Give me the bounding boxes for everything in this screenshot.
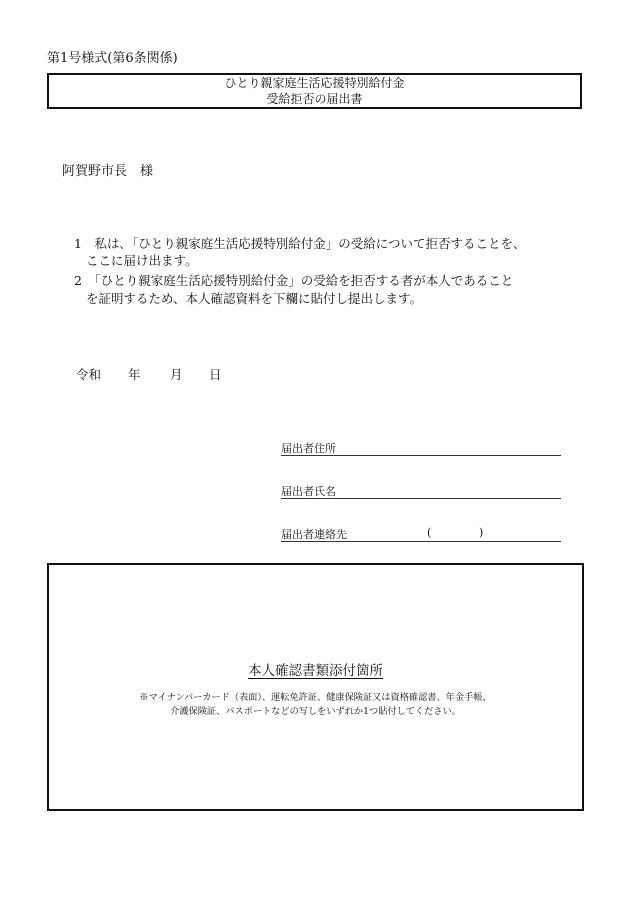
statement-2-continued: を証明するため、本人確認資料を下欄に貼付し提出します。: [86, 291, 423, 306]
title-line-1: ひとり親家庭生活応援特別給付金: [224, 76, 405, 90]
title-line-2: 受給拒否の届出書: [266, 92, 363, 106]
date-year[interactable]: 年: [128, 367, 141, 382]
attachment-title: 本人確認書類添付箇所: [248, 663, 383, 679]
addressee: 阿賀野市長 様: [62, 164, 154, 179]
applicant-name-field[interactable]: [281, 483, 561, 499]
statement-1-continued: ここに届け出ます。: [86, 253, 198, 268]
attachment-note-line-1: ※マイナンバーカード（表面）、運転免許証、健康保険証又は資格確認書、年金手帳、: [139, 692, 492, 703]
applicant-contact-field[interactable]: [281, 526, 561, 542]
attachment-note-line-2: 介護保険証、パスポートなどの写しをいずれか1つ貼付してください。: [170, 706, 461, 717]
form-number: 第1号様式(第6条関係): [47, 51, 178, 66]
applicant-address-label: 届出者住所: [281, 442, 336, 455]
area-code-paren-close: ): [479, 526, 484, 539]
applicant-address-field[interactable]: [281, 440, 561, 456]
title-box: [47, 73, 582, 109]
id-attachment-area[interactable]: [47, 563, 584, 811]
applicant-contact-label: 届出者連絡先: [281, 528, 347, 541]
date-month[interactable]: 月: [170, 367, 183, 382]
date-day[interactable]: 日: [209, 367, 222, 382]
statement-1: 1 私は､「ひとり親家庭生活応援特別給付金」の受給について拒否することを、: [74, 236, 526, 251]
applicant-name-label: 届出者氏名: [281, 485, 336, 498]
area-code-paren-open: (: [427, 526, 432, 539]
attachment-note: [49, 691, 582, 719]
date-era: 令和: [76, 367, 102, 382]
statement-2: 2 「ひとり親家庭生活応援特別給付金」の受給を拒否する者が本人であること: [74, 273, 514, 288]
